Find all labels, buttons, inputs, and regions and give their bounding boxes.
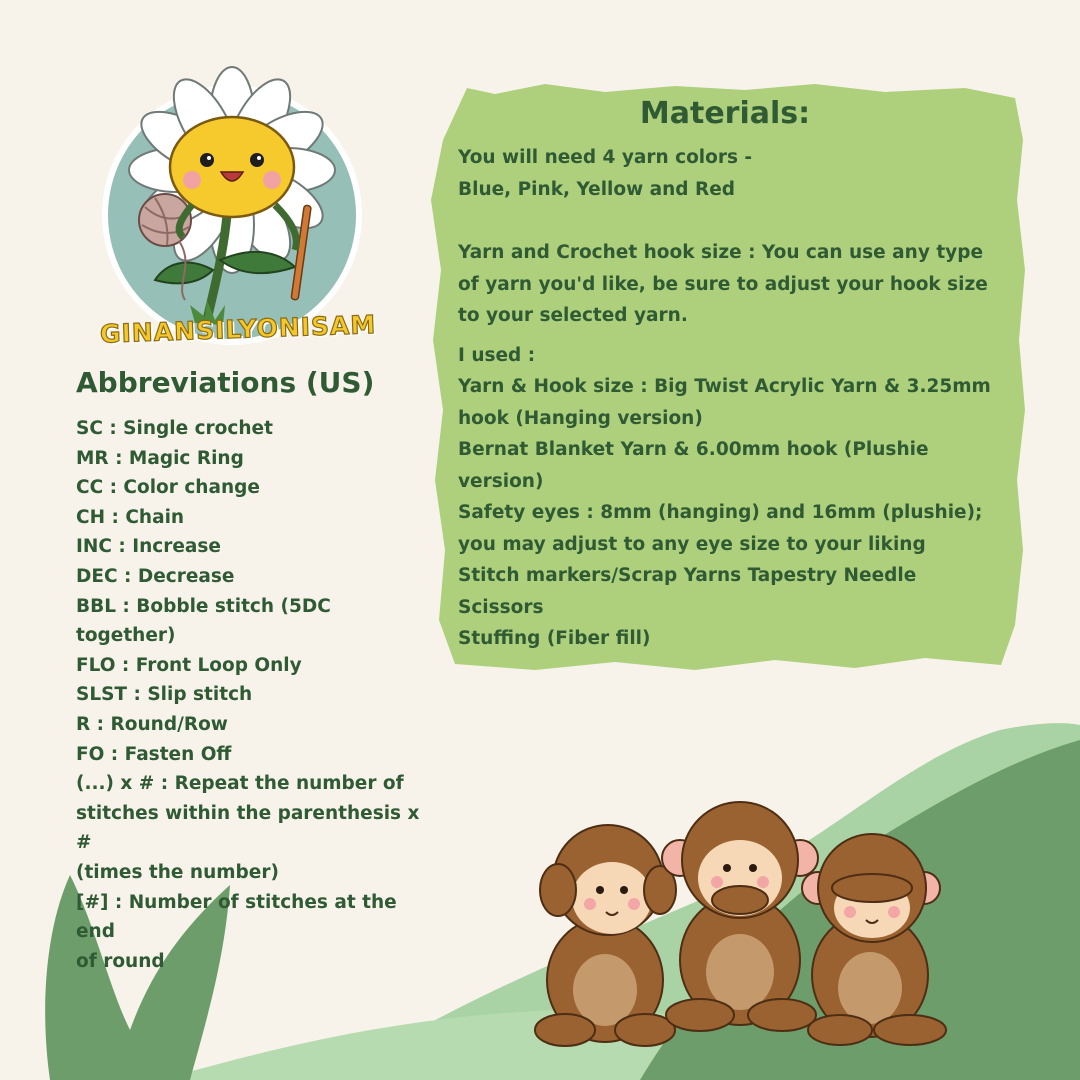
materials-line: Bernat Blanket Yarn & 6.00mm hook (Plushie	[458, 439, 929, 460]
materials-line: Yarn and Crochet hook size : You can use any type	[458, 242, 984, 263]
monkey-right	[802, 834, 946, 1045]
brand-name: GINANSILYONISAM	[99, 309, 377, 349]
list-item: FO : Fasten Off	[76, 743, 232, 765]
list-item: CC : Color change	[76, 477, 260, 499]
three-wise-monkeys-icon	[520, 790, 960, 1050]
materials-line: Safety eyes : 8mm (hanging) and 16mm (plushie);	[458, 502, 983, 523]
list-item: [#] : Number of stitches at the end	[76, 891, 397, 943]
sunflower-crochet-logo-icon	[95, 55, 375, 355]
materials-line: to your selected yarn.	[458, 305, 688, 326]
materials-text	[458, 142, 1003, 655]
materials-line: Scissors	[458, 596, 544, 618]
materials-line: Stitch markers/Scrap Yarns Tapestry Needle	[458, 565, 917, 586]
list-item: (times the number)	[76, 861, 279, 883]
materials-line: Stuffing (Fiber fill)	[458, 628, 651, 649]
materials-line: Blue, Pink, Yellow and Red	[458, 178, 736, 200]
materials-line: you may adjust to any eye size to your liking	[458, 533, 926, 555]
materials-line: hook (Hanging version)	[458, 407, 703, 429]
abbreviations-list	[76, 414, 436, 976]
list-item: (...) x # : Repeat the number of	[76, 773, 404, 795]
list-item: stitches within the parenthesis x #	[76, 802, 420, 854]
materials-line: I used :	[458, 344, 536, 366]
abbreviations-title: Abbreviations (US)	[76, 366, 375, 399]
materials-line: You will need 4 yarn colors -	[458, 147, 753, 168]
list-item: FLO : Front Loop Only	[76, 654, 302, 676]
list-item: BBL : Bobble stitch (5DC together)	[76, 595, 331, 647]
list-item: R : Round/Row	[76, 713, 228, 735]
list-item: MR : Magic Ring	[76, 447, 244, 469]
materials-title: Materials:	[639, 96, 811, 131]
list-item: SLST : Slip stitch	[76, 684, 253, 706]
monkey-middle	[662, 802, 818, 1031]
materials-line: Yarn & Hook size : Big Twist Acrylic Yarn & 3.25mm	[458, 376, 991, 397]
monkey-left	[535, 825, 676, 1046]
list-item: SC : Single crochet	[76, 418, 273, 439]
list-item: DEC : Decrease	[76, 565, 235, 587]
list-item: of round	[76, 950, 165, 972]
materials-line: of yarn you'd like, be sure to adjust your hook size	[458, 273, 988, 295]
materials-line: version)	[458, 470, 544, 492]
list-item: CH : Chain	[76, 506, 185, 528]
list-item: INC : Increase	[76, 536, 221, 558]
